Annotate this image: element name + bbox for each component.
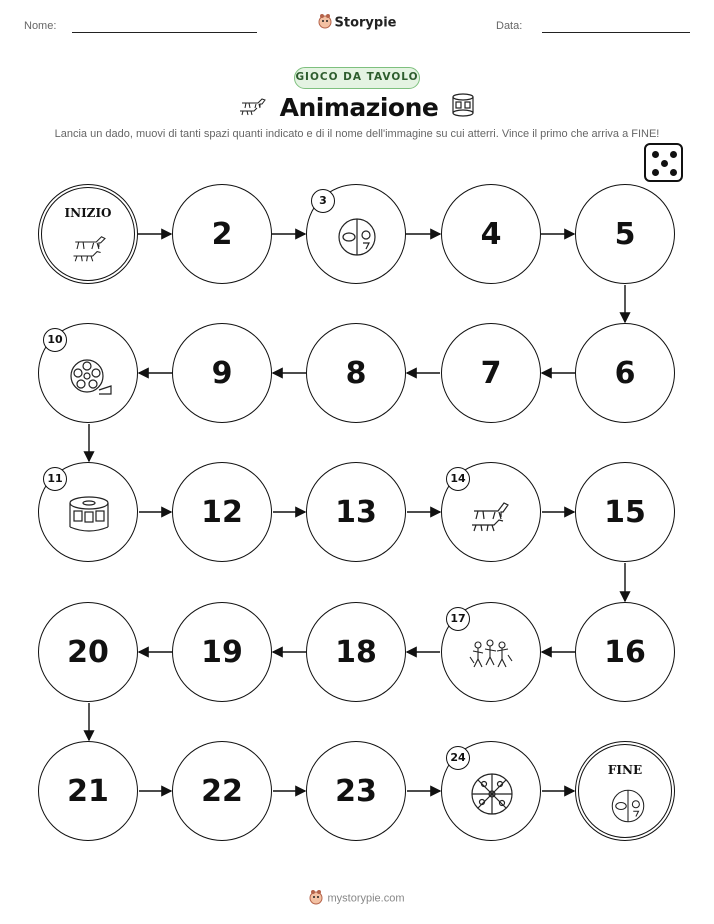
footer <box>0 889 714 908</box>
space-11 <box>38 462 138 562</box>
space-9 <box>172 323 272 423</box>
space-number: 23 <box>335 773 377 809</box>
space-18 <box>306 602 406 702</box>
space-6 <box>575 323 675 423</box>
space-14 <box>441 462 541 562</box>
space-17 <box>441 602 541 702</box>
flip-book-icon <box>607 785 649 827</box>
space-number: 2 <box>211 216 233 252</box>
space-number: 9 <box>211 355 233 391</box>
space-7 <box>441 323 541 423</box>
space-number: 22 <box>201 773 243 809</box>
film-reel-icon <box>65 352 113 400</box>
space-start <box>38 184 138 284</box>
space-15 <box>575 462 675 562</box>
instructions: Lancia un dado, muovi di tanti spazi quanti indicato e di il nome dell'immagine su cui atterri. Vince il primo che arriva a FINE! <box>54 128 660 140</box>
space-number-tag: 10 <box>43 328 67 352</box>
start-label: INIZIO <box>64 206 112 220</box>
space-number-tag: 14 <box>446 467 470 491</box>
space-2 <box>172 184 272 284</box>
phenakistoscope-icon <box>468 770 516 818</box>
space-number: 5 <box>614 216 636 252</box>
space-16 <box>575 602 675 702</box>
space-number-tag: 11 <box>43 467 67 491</box>
game-type-badge: GIOCO DA TAVOLO <box>294 67 420 89</box>
brand-name: Storypie <box>334 15 397 31</box>
space-number: 13 <box>335 494 377 530</box>
space-3 <box>306 184 406 284</box>
space-number-tag: 3 <box>311 189 335 213</box>
space-number: 12 <box>201 494 243 530</box>
storypie-logo-icon <box>309 889 323 908</box>
space-10 <box>38 323 138 423</box>
space-20 <box>38 602 138 702</box>
zoetrope-icon <box>65 491 113 539</box>
cave-painting-figures-icon <box>468 631 516 679</box>
space-number: 16 <box>604 634 646 670</box>
space-number: 15 <box>604 494 646 530</box>
space-24 <box>441 741 541 841</box>
footer-url[interactable]: mystorypie.com <box>327 892 405 905</box>
space-21 <box>38 741 138 841</box>
page-title: Animazione <box>279 92 439 122</box>
space-8 <box>306 323 406 423</box>
space-23 <box>306 741 406 841</box>
space-5 <box>575 184 675 284</box>
space-13 <box>306 462 406 562</box>
space-number: 20 <box>67 634 109 670</box>
space-number-tag: 17 <box>446 607 470 631</box>
space-22 <box>172 741 272 841</box>
space-number-tag: 24 <box>446 746 470 770</box>
name-label: Nome: <box>24 20 57 32</box>
end-label: FINE <box>607 763 643 777</box>
running-animals-icon <box>468 491 516 539</box>
running-animals-icon <box>70 228 112 270</box>
space-number: 19 <box>201 634 243 670</box>
space-12 <box>172 462 272 562</box>
space-end <box>575 741 675 841</box>
space-number: 6 <box>614 355 636 391</box>
space-number: 8 <box>345 355 367 391</box>
space-19 <box>172 602 272 702</box>
flip-book-icon <box>333 213 381 261</box>
space-number: 18 <box>335 634 377 670</box>
space-number: 7 <box>480 355 502 391</box>
space-number: 21 <box>67 773 109 809</box>
date-label: Data: <box>496 20 523 32</box>
space-number: 4 <box>480 216 502 252</box>
space-4 <box>441 184 541 284</box>
